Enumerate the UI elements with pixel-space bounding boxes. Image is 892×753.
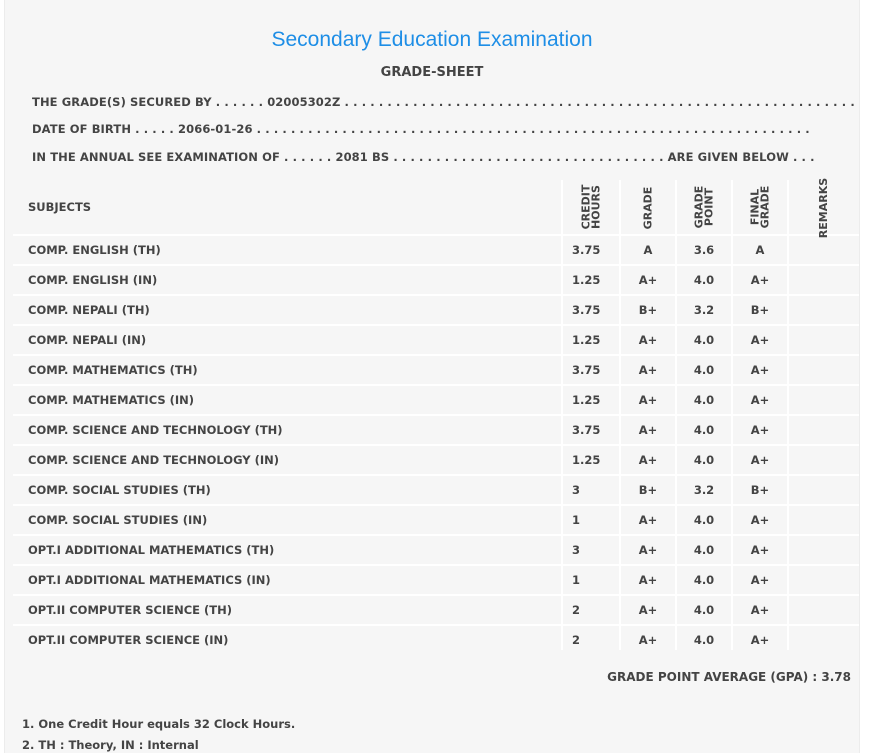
grade-point-cell: 3.2 [675, 296, 731, 326]
remarks-cell [787, 296, 859, 326]
grades-table-wrap [13, 177, 859, 656]
subject-cell: COMP. MATHEMATICS (IN) [13, 386, 561, 416]
table-row [13, 536, 859, 566]
subject-cell: COMP. SCIENCE AND TECHNOLOGY (TH) [13, 416, 561, 446]
table-row [13, 356, 859, 386]
table-header-row [13, 180, 859, 236]
grade-cell: A+ [619, 326, 675, 356]
subject-cell: COMP. MATHEMATICS (TH) [13, 356, 561, 386]
credit-hours-cell: 1.25 [561, 326, 619, 356]
credit-hours-cell: 3.75 [561, 416, 619, 446]
table-row [13, 326, 859, 356]
remarks-cell [787, 566, 859, 596]
remarks-cell [787, 476, 859, 506]
grade-cell: A+ [619, 416, 675, 446]
final-grade-cell: A+ [731, 626, 787, 656]
table-row [13, 596, 859, 626]
header-final-grade: FINAL GRADE [731, 180, 787, 236]
grade-cell: A+ [619, 356, 675, 386]
final-grade-cell: A+ [731, 326, 787, 356]
header-credit-hours: CREDIT HOURS [561, 180, 619, 236]
grade-cell: B+ [619, 296, 675, 326]
remarks-cell [787, 326, 859, 356]
page-subtitle: GRADE-SHEET [380, 65, 484, 80]
grade-point-cell: 4.0 [675, 446, 731, 476]
credit-hours-cell: 3.75 [561, 356, 619, 386]
table-row [13, 476, 859, 506]
subject-cell: OPT.I ADDITIONAL MATHEMATICS (IN) [13, 566, 561, 596]
grade-point-cell: 4.0 [675, 536, 731, 566]
grade-cell: A+ [619, 266, 675, 296]
grade-point-cell: 3.6 [675, 236, 731, 266]
table-row [13, 266, 859, 296]
grade-point-cell: 4.0 [675, 356, 731, 386]
credit-hours-cell: 3 [561, 476, 619, 506]
final-grade-cell: A+ [731, 266, 787, 296]
final-grade-cell: A+ [731, 416, 787, 446]
student-id-line: THE GRADE(S) SECURED BY . . . . . . 02005302Z . . . . . . . . . . . . . . . . . . . . . . . . . . . . . . . . . . . . . . . . . . . . . . . . . . . . . . . . . . . . [32, 95, 855, 109]
header-grade-point: GRADE POINT [675, 180, 731, 236]
header-remarks: REMARKS [787, 180, 859, 236]
grade-point-cell: 4.0 [675, 386, 731, 416]
final-grade-cell: B+ [731, 476, 787, 506]
grade-cell: A+ [619, 446, 675, 476]
subject-cell: COMP. SOCIAL STUDIES (IN) [13, 506, 561, 536]
grade-point-cell: 4.0 [675, 596, 731, 626]
credit-hours-cell: 3.75 [561, 236, 619, 266]
subject-cell: COMP. SOCIAL STUDIES (TH) [13, 476, 561, 506]
credit-hours-cell: 1.25 [561, 446, 619, 476]
grade-point-cell: 4.0 [675, 566, 731, 596]
final-grade-cell: A+ [731, 446, 787, 476]
subject-cell: COMP. NEPALI (TH) [13, 296, 561, 326]
grade-cell: B+ [619, 476, 675, 506]
remarks-cell [787, 506, 859, 536]
grade-point-cell: 4.0 [675, 326, 731, 356]
grade-cell: A+ [619, 536, 675, 566]
subject-cell: OPT.II COMPUTER SCIENCE (IN) [13, 626, 561, 656]
table-row [13, 296, 859, 326]
grade-cell: A+ [619, 566, 675, 596]
credit-hours-cell: 3 [561, 536, 619, 566]
remarks-cell [787, 356, 859, 386]
final-grade-cell: A+ [731, 506, 787, 536]
table-row [13, 416, 859, 446]
grade-cell: A+ [619, 506, 675, 536]
credit-hours-cell: 3.75 [561, 296, 619, 326]
remarks-cell [787, 266, 859, 296]
header-grade: GRADE [619, 180, 675, 236]
credit-hours-cell: 1.25 [561, 266, 619, 296]
credit-hours-cell: 2 [561, 626, 619, 656]
final-grade-cell: A [731, 236, 787, 266]
grade-cell: A+ [619, 386, 675, 416]
table-row [13, 386, 859, 416]
grade-point-cell: 4.0 [675, 416, 731, 446]
subject-cell: COMP. SCIENCE AND TECHNOLOGY (IN) [13, 446, 561, 476]
final-grade-cell: A+ [731, 596, 787, 626]
remarks-cell [787, 416, 859, 446]
grade-point-cell: 3.2 [675, 476, 731, 506]
grades-table [13, 177, 859, 656]
table-row [13, 566, 859, 596]
subject-cell: COMP. NEPALI (IN) [13, 326, 561, 356]
header-subjects: SUBJECTS [13, 180, 561, 236]
table-row [13, 236, 859, 266]
page-title: Secondary Education Examination [271, 28, 593, 51]
final-grade-cell: B+ [731, 296, 787, 326]
credit-hours-cell: 1 [561, 566, 619, 596]
grade-cell: A [619, 236, 675, 266]
grade-point-cell: 4.0 [675, 506, 731, 536]
grade-point-cell: 4.0 [675, 626, 731, 656]
subject-cell: COMP. ENGLISH (IN) [13, 266, 561, 296]
credit-hours-cell: 1 [561, 506, 619, 536]
remarks-cell [787, 596, 859, 626]
subject-cell: COMP. ENGLISH (TH) [13, 236, 561, 266]
credit-hours-cell: 1.25 [561, 386, 619, 416]
gpa-summary: GRADE POINT AVERAGE (GPA) : 3.78 [607, 670, 851, 684]
grade-sheet [4, 0, 860, 753]
final-grade-cell: A+ [731, 356, 787, 386]
table-row [13, 446, 859, 476]
date-of-birth-line: DATE OF BIRTH . . . . . 2066-01-26 . . . . . . . . . . . . . . . . . . . . . . . . . . . . . . . . . . . . . . . . . . . . . . . . . . . . . . . . . . . . . . . . . [32, 122, 810, 136]
subject-cell: OPT.II COMPUTER SCIENCE (TH) [13, 596, 561, 626]
remarks-cell [787, 236, 859, 266]
note-credit-hour: 1. One Credit Hour equals 32 Clock Hours. [22, 717, 296, 731]
table-row [13, 506, 859, 536]
remarks-cell [787, 536, 859, 566]
note-abbreviations: 2. TH : Theory, IN : Internal [22, 738, 199, 752]
remarks-cell [787, 446, 859, 476]
grade-cell: A+ [619, 626, 675, 656]
grade-cell: A+ [619, 596, 675, 626]
final-grade-cell: A+ [731, 386, 787, 416]
subject-cell: OPT.I ADDITIONAL MATHEMATICS (TH) [13, 536, 561, 566]
grade-point-cell: 4.0 [675, 266, 731, 296]
final-grade-cell: A+ [731, 536, 787, 566]
final-grade-cell: A+ [731, 566, 787, 596]
exam-year-line: IN THE ANNUAL SEE EXAMINATION OF . . . . . . 2081 BS . . . . . . . . . . . . . . . . . . . . . . . . . . . . . . . . ARE GIVEN BELOW . . . [32, 150, 815, 164]
remarks-cell [787, 386, 859, 416]
credit-hours-cell: 2 [561, 596, 619, 626]
